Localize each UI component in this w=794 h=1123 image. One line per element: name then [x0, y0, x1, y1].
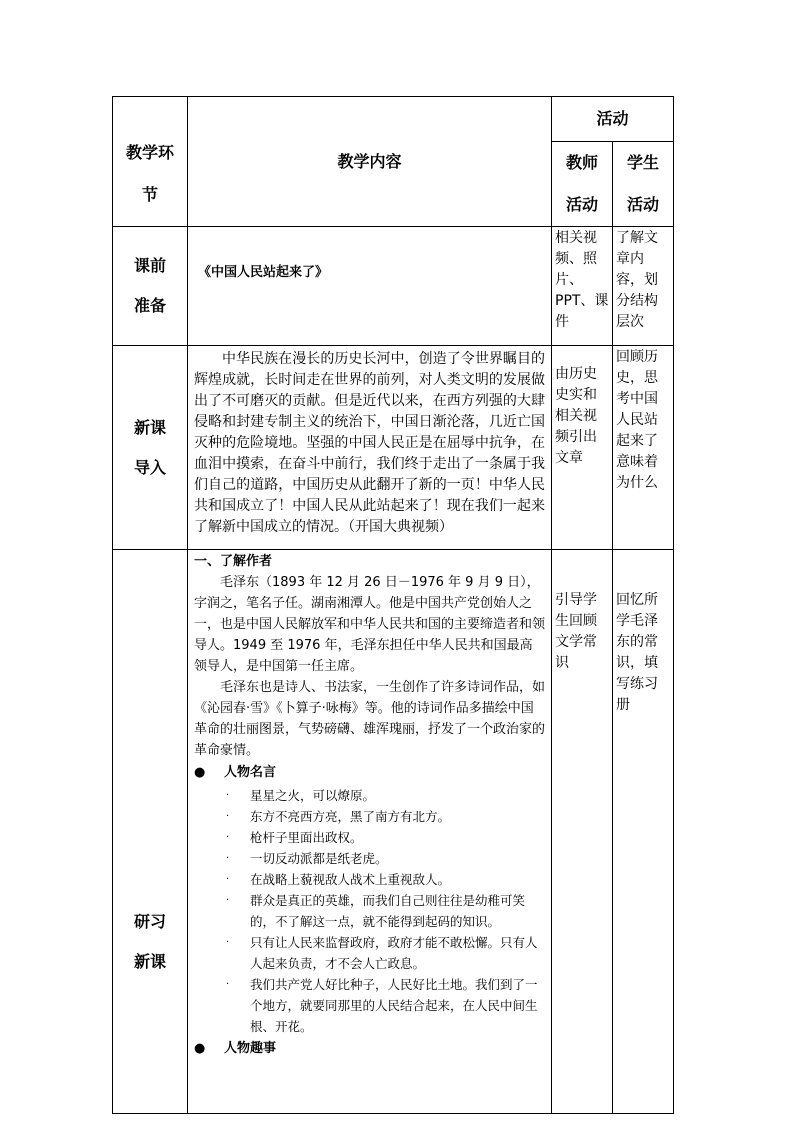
intro-content-cell: 中华民族在漫长的历史长河中，创造了令世界瞩目的辉煌成就，长时间走在世界的前列，对人类文明的发展做出了不可磨灭的贡献。但是近代以来，在西方列强的大肆侵略和封建专制主义的统治下，中国日渐沦落，几近亡国灭种的危险境地。坚强的中国人民正是在屈辱中抗争，在血泪中摸索，在奋斗中前行，我们终于走出了一条属于我们自己的道路，中国历史从此翻开了新的一页！中华人民共和国成立了！中国人民从此站起来了！现在我们一起来了解新中国成立的情况。（开国大典视频）: [188, 346, 552, 550]
section-author-title: 一、了解作者: [194, 554, 273, 569]
bullet-dot-icon: ●: [194, 1041, 206, 1056]
quotes-list: [194, 785, 545, 1037]
author-bio-para: 毛泽东（1893 年 12 月 26 日－1976 年 9 月 9 日），字润之，笔名子任。湖南湘潭人。他是中国共产党创始人之一，也是中国人民解放军和中华人民共和国的主要缔造者和领导人。1949 至 1976 年，毛泽东担任中华人民共和国最高领导人，是中国第一任主席。: [194, 575, 546, 674]
content-header-cell: [188, 97, 552, 227]
anecdotes-heading-label: 人物趣事: [224, 1041, 277, 1056]
list-item: [226, 974, 545, 1037]
teacher-header-line1: 教师: [565, 153, 598, 172]
quote-text: 东方不亮西方亮，黑了南方有北方。: [250, 809, 451, 824]
bullet-dot-icon: ●: [194, 765, 206, 780]
prep-student-cell: 了解文章内容，划分结构层次: [613, 227, 674, 346]
intro-stage-cell: [113, 346, 188, 550]
stage-header-line2: 节: [141, 184, 158, 204]
list-item: [226, 869, 545, 890]
dot-icon: ·: [226, 832, 230, 843]
list-item: [226, 890, 545, 932]
study-student-cell: 回忆所学毛泽东的常识，填写练习册: [613, 550, 674, 1114]
prep-teacher-cell: 相关视频、照片、PPT、课件: [552, 227, 613, 346]
prep-row: [113, 227, 674, 346]
study-stage-cell: [113, 550, 188, 1114]
study-stage-line1: 研习: [133, 911, 166, 931]
quotes-heading-label: 人物名言: [224, 765, 277, 780]
list-item: [226, 785, 545, 806]
lesson-title: 《中国人民站起来了》: [198, 265, 329, 280]
student-header-cell: [613, 142, 674, 227]
teacher-header-line2: 活动: [565, 195, 598, 214]
activity-header: 活动: [596, 109, 629, 128]
stage-header-line1: 教学环: [125, 142, 174, 162]
student-header-line2: 活动: [627, 195, 660, 214]
study-content-cell: [188, 550, 552, 1114]
intro-teacher-cell: 由历史史实和相关视频引出文章: [552, 346, 613, 550]
quote-text: 星星之火，可以燎原。: [250, 788, 376, 803]
author-works-para: 毛泽东也是诗人、书法家，一生创作了许多诗词作品，如《沁园春·雪》《卜算子·咏梅》等。他的诗词作品多描绘中国革命的壮丽图景，气势磅礴、雄浑瑰丽，抒发了一个政治家的革命豪情。: [194, 680, 546, 758]
quote-text: 只有让人民来监督政府，政府才能不敢松懈。只有人人起来负责，才不会人亡政息。: [250, 935, 538, 971]
intro-row: [113, 346, 674, 550]
quotes-heading: [194, 763, 545, 783]
quote-text: 枪杆子里面出政权。: [250, 830, 363, 845]
study-row: [113, 550, 674, 1114]
dot-icon: ·: [226, 790, 230, 801]
list-item: [226, 848, 545, 869]
student-header-line1: 学生: [627, 153, 660, 172]
activity-header-cell: [552, 97, 674, 142]
intro-stage-line2: 导入: [133, 457, 166, 477]
intro-stage-line1: 新课: [133, 417, 166, 437]
intro-student-cell: 回顾历史，思考中国人民站起来了意味着为什么: [613, 346, 674, 550]
study-teacher-cell: 引导学生回顾文学常识: [552, 550, 613, 1114]
quote-text: 一切反动派都是纸老虎。: [250, 851, 388, 866]
quote-text: 群众是真正的英雄，而我们自己则往往是幼稚可笑的，不了解这一点，就不能得到起码的知识。: [250, 893, 526, 929]
study-stage-line2: 新课: [133, 951, 166, 971]
dot-icon: ·: [226, 895, 230, 906]
prep-content-cell: [188, 227, 552, 346]
prep-stage-cell: [113, 227, 188, 346]
teacher-header-cell: [552, 142, 613, 227]
prep-stage-line1: 课前: [133, 256, 166, 275]
list-item: [226, 827, 545, 848]
lesson-plan-table: [112, 96, 674, 1114]
dot-icon: ·: [226, 979, 230, 990]
list-item: [226, 806, 545, 827]
quote-text: 我们共产党人好比种子，人民好比土地。我们到了一个地方，就要同那里的人民结合起来，在人民中间生根、开花。: [250, 977, 538, 1034]
dot-icon: ·: [226, 874, 230, 885]
dot-icon: ·: [226, 811, 230, 822]
stage-header-cell: [113, 97, 188, 227]
list-item: [226, 932, 545, 974]
content-header: 教学内容: [337, 151, 402, 171]
dot-icon: ·: [226, 937, 230, 948]
dot-icon: ·: [226, 853, 230, 864]
prep-stage-line2: 准备: [133, 296, 166, 315]
quote-text: 在战略上藐视敌人战术上重视敌人。: [250, 872, 451, 887]
header-row-1: [113, 97, 674, 142]
anecdotes-heading: [194, 1039, 545, 1059]
